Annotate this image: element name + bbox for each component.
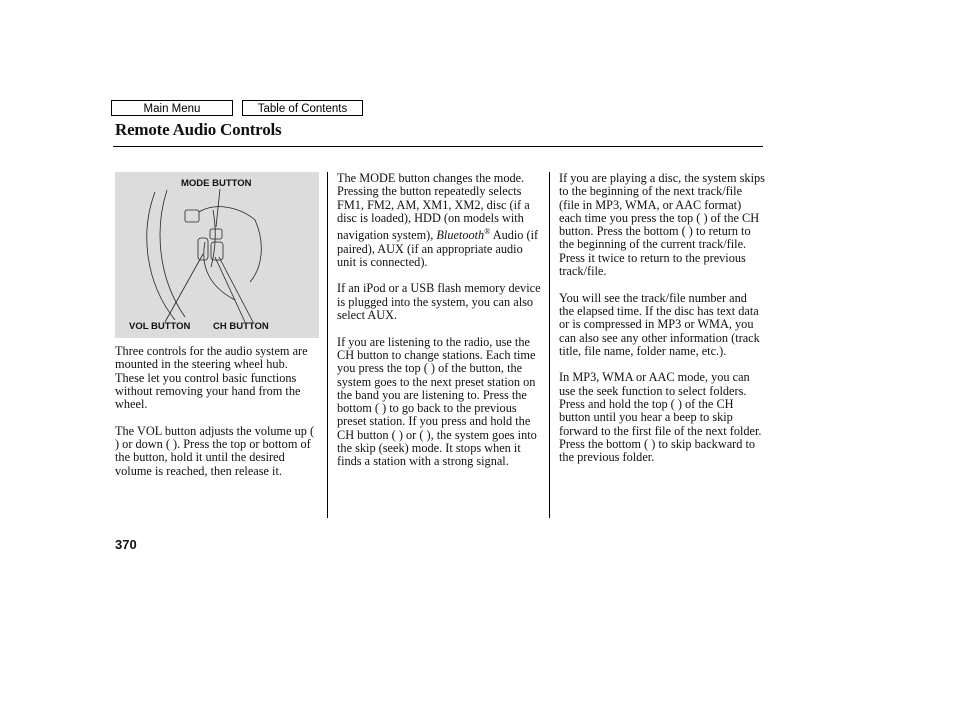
vol-button-label: VOL BUTTON [129,321,191,332]
page-number: 370 [115,537,137,552]
steering-wheel-illustration [115,172,319,338]
paragraph: Three controls for the audio system are mounted in the steering wheel hub. These let you control basic functions without removing your hand from the wheel. [115,344,308,412]
page-title: Remote Audio Controls [115,120,282,139]
column-3 [559,172,765,478]
table-of-contents-button[interactable]: Table of Contents [242,100,363,116]
column-divider [327,172,328,518]
paragraph: If you are listening to the radio, use the CH button to change stations. Each time you press the top ( ) of the button, the system goes to the next preset station on the band you are listening to. Press the bottom ( ) to go back to the previous preset station. If you press and hold the CH button ( ) or ( ), the system goes into the skip (seek) mode. It stops when it finds a station with a strong signal. [337,334,537,469]
paragraph: If you are playing a disc, the system skips to the beginning of the next track/file (file in MP3, WMA, or AAC format) each time you press the top ( ) of the CH button. Press the bottom ( ) to return to the beginning of the current track/file. Press it twice to return to the previous track/file. [559,171,765,279]
registered-mark: ® [484,227,491,237]
text-span: The MODE button changes the mode. Pressing the button repeatedly selects FM1, FM2, AM, XM1, XM2, disc (if a disc is loaded), HDD (on models with navigation system), [337,171,530,243]
steering-wheel-drawing [115,172,319,338]
ch-button-label: CH BUTTON [213,321,269,332]
column-1 [115,345,318,491]
title-rule [113,146,763,147]
bluetooth-text: Bluetooth [436,228,485,243]
paragraph: In MP3, WMA or AAC mode, you can use the seek function to select folders. Press and hold the top ( ) of the CH button until you hear a beep to skip forward to the first file of the next folder. Press the bottom ( ) to skip backward to the previous folder. [559,370,762,465]
paragraph: The VOL button adjusts the volume up ( ) or down ( ). Press the top or bottom of the button, hold it until the desired volume is reached, then release it. [115,423,315,478]
column-divider [549,172,550,518]
paragraph: You will see the track/file number and the elapsed time. If the disc has text data or is compressed in MP3 or WMA, you can also see any other information (track title, file name, folder name, etc.). [559,290,760,358]
column-2 [337,172,543,482]
mode-button-label: MODE BUTTON [181,178,252,189]
paragraph [337,172,543,269]
text-span: Audio (if paired), AUX (if an appropriate audio unit is connected). [337,228,539,269]
paragraph: If an iPod or a USB flash memory device is plugged into the system, you can also select AUX. [337,281,541,323]
main-menu-button[interactable]: Main Menu [111,100,233,116]
